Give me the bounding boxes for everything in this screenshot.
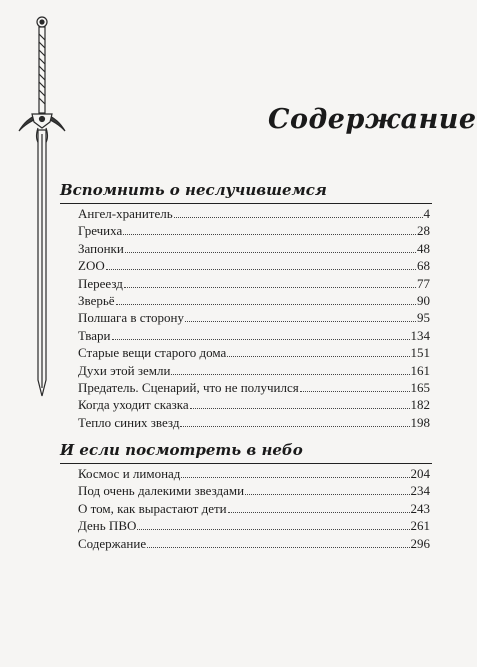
toc-entry	[78, 414, 430, 431]
toc-entry	[78, 362, 430, 379]
toc-entry-title: Запонки	[78, 240, 124, 256]
toc-entry-page: 161	[410, 362, 430, 378]
section-heading: И если посмотреть в небо	[60, 441, 303, 459]
toc-entry-title: Полшага в сторону	[78, 310, 184, 326]
toc-entry-title: Твари	[78, 327, 111, 343]
toc-entry-title: Космос и лимонад	[78, 466, 181, 481]
dot-leader	[171, 367, 409, 375]
toc-entry-title: ZOO	[78, 258, 105, 274]
toc-entry-page: 165	[410, 379, 430, 395]
dot-leader	[106, 263, 416, 271]
toc-list	[78, 465, 430, 552]
section-rule	[60, 463, 432, 464]
toc-entry-title: Содержание	[78, 535, 147, 551]
toc-entry-page: 77	[417, 275, 430, 291]
dot-leader	[185, 315, 416, 323]
toc-list	[78, 205, 430, 431]
toc-entry	[78, 309, 430, 326]
toc-entry-page: 198	[410, 414, 430, 430]
toc-entry	[78, 379, 430, 396]
toc-entry	[78, 205, 430, 222]
section-heading: Вспомнить о неслучившемся	[60, 181, 327, 199]
toc-entry	[78, 240, 430, 257]
toc-entry	[78, 482, 430, 499]
dot-leader	[112, 332, 410, 340]
toc-entry-page: 261	[410, 518, 430, 534]
dot-leader	[137, 523, 409, 531]
toc-entry-title: Под очень далекими звездами	[78, 483, 245, 499]
dot-leader	[125, 245, 416, 253]
toc-entry-title: Зверьё	[78, 292, 115, 308]
toc-entry	[78, 275, 430, 292]
dot-leader	[174, 211, 423, 219]
dot-leader	[228, 505, 410, 513]
toc-entry-page: 204	[410, 466, 430, 481]
dot-leader	[116, 297, 416, 305]
dot-leader	[180, 419, 409, 427]
dot-leader	[181, 471, 409, 479]
dot-leader	[123, 228, 416, 236]
toc-entry-page: 4	[423, 206, 430, 221]
toc-entry-title: Когда уходит сказка	[78, 397, 189, 413]
toc-entry-title: День ПВО	[78, 518, 137, 534]
toc-entry-page: 68	[417, 258, 430, 274]
toc-entry-title: Переезд	[78, 275, 123, 291]
dot-leader	[124, 280, 416, 288]
page-title: Содержание	[268, 104, 477, 135]
section-rule	[60, 203, 432, 204]
toc-entry-title: Духи этой земли	[78, 362, 171, 378]
toc-entry	[78, 292, 430, 309]
toc-entry-page: 151	[410, 345, 430, 361]
toc-entry-page: 90	[417, 292, 430, 308]
toc-entry	[78, 257, 430, 274]
toc-entry-page: 234	[410, 483, 430, 499]
toc-entry-title: Гречиха	[78, 223, 123, 239]
toc-entry	[78, 500, 430, 517]
dot-leader	[245, 488, 409, 496]
dot-leader	[147, 540, 409, 548]
toc-entry-page: 28	[417, 223, 430, 239]
sword-illustration	[14, 8, 70, 400]
toc-entry	[78, 327, 430, 344]
toc-entry	[78, 465, 430, 482]
toc-entry-page: 95	[417, 310, 430, 326]
dot-leader	[190, 402, 410, 410]
toc-entry-page: 296	[410, 535, 430, 551]
toc-entry-page: 48	[417, 240, 430, 256]
toc-entry	[78, 517, 430, 534]
toc-entry-title: Старые вещи старого дома	[78, 345, 227, 361]
toc-entry	[78, 222, 430, 239]
toc-entry-page: 243	[410, 500, 430, 516]
dot-leader	[300, 384, 410, 392]
toc-entry	[78, 396, 430, 413]
toc-entry	[78, 344, 430, 361]
toc-entry-title: Ангел-хранитель	[78, 206, 173, 221]
dot-leader	[227, 350, 409, 358]
toc-entry-page: 182	[410, 397, 430, 413]
toc-entry-page: 134	[410, 327, 430, 343]
toc-entry-title: О том, как вырастают дети	[78, 500, 227, 516]
toc-entry-title: Предатель. Сценарий, что не получился	[78, 379, 299, 395]
toc-entry	[78, 535, 430, 552]
toc-entry-title: Тепло синих звезд	[78, 414, 180, 430]
